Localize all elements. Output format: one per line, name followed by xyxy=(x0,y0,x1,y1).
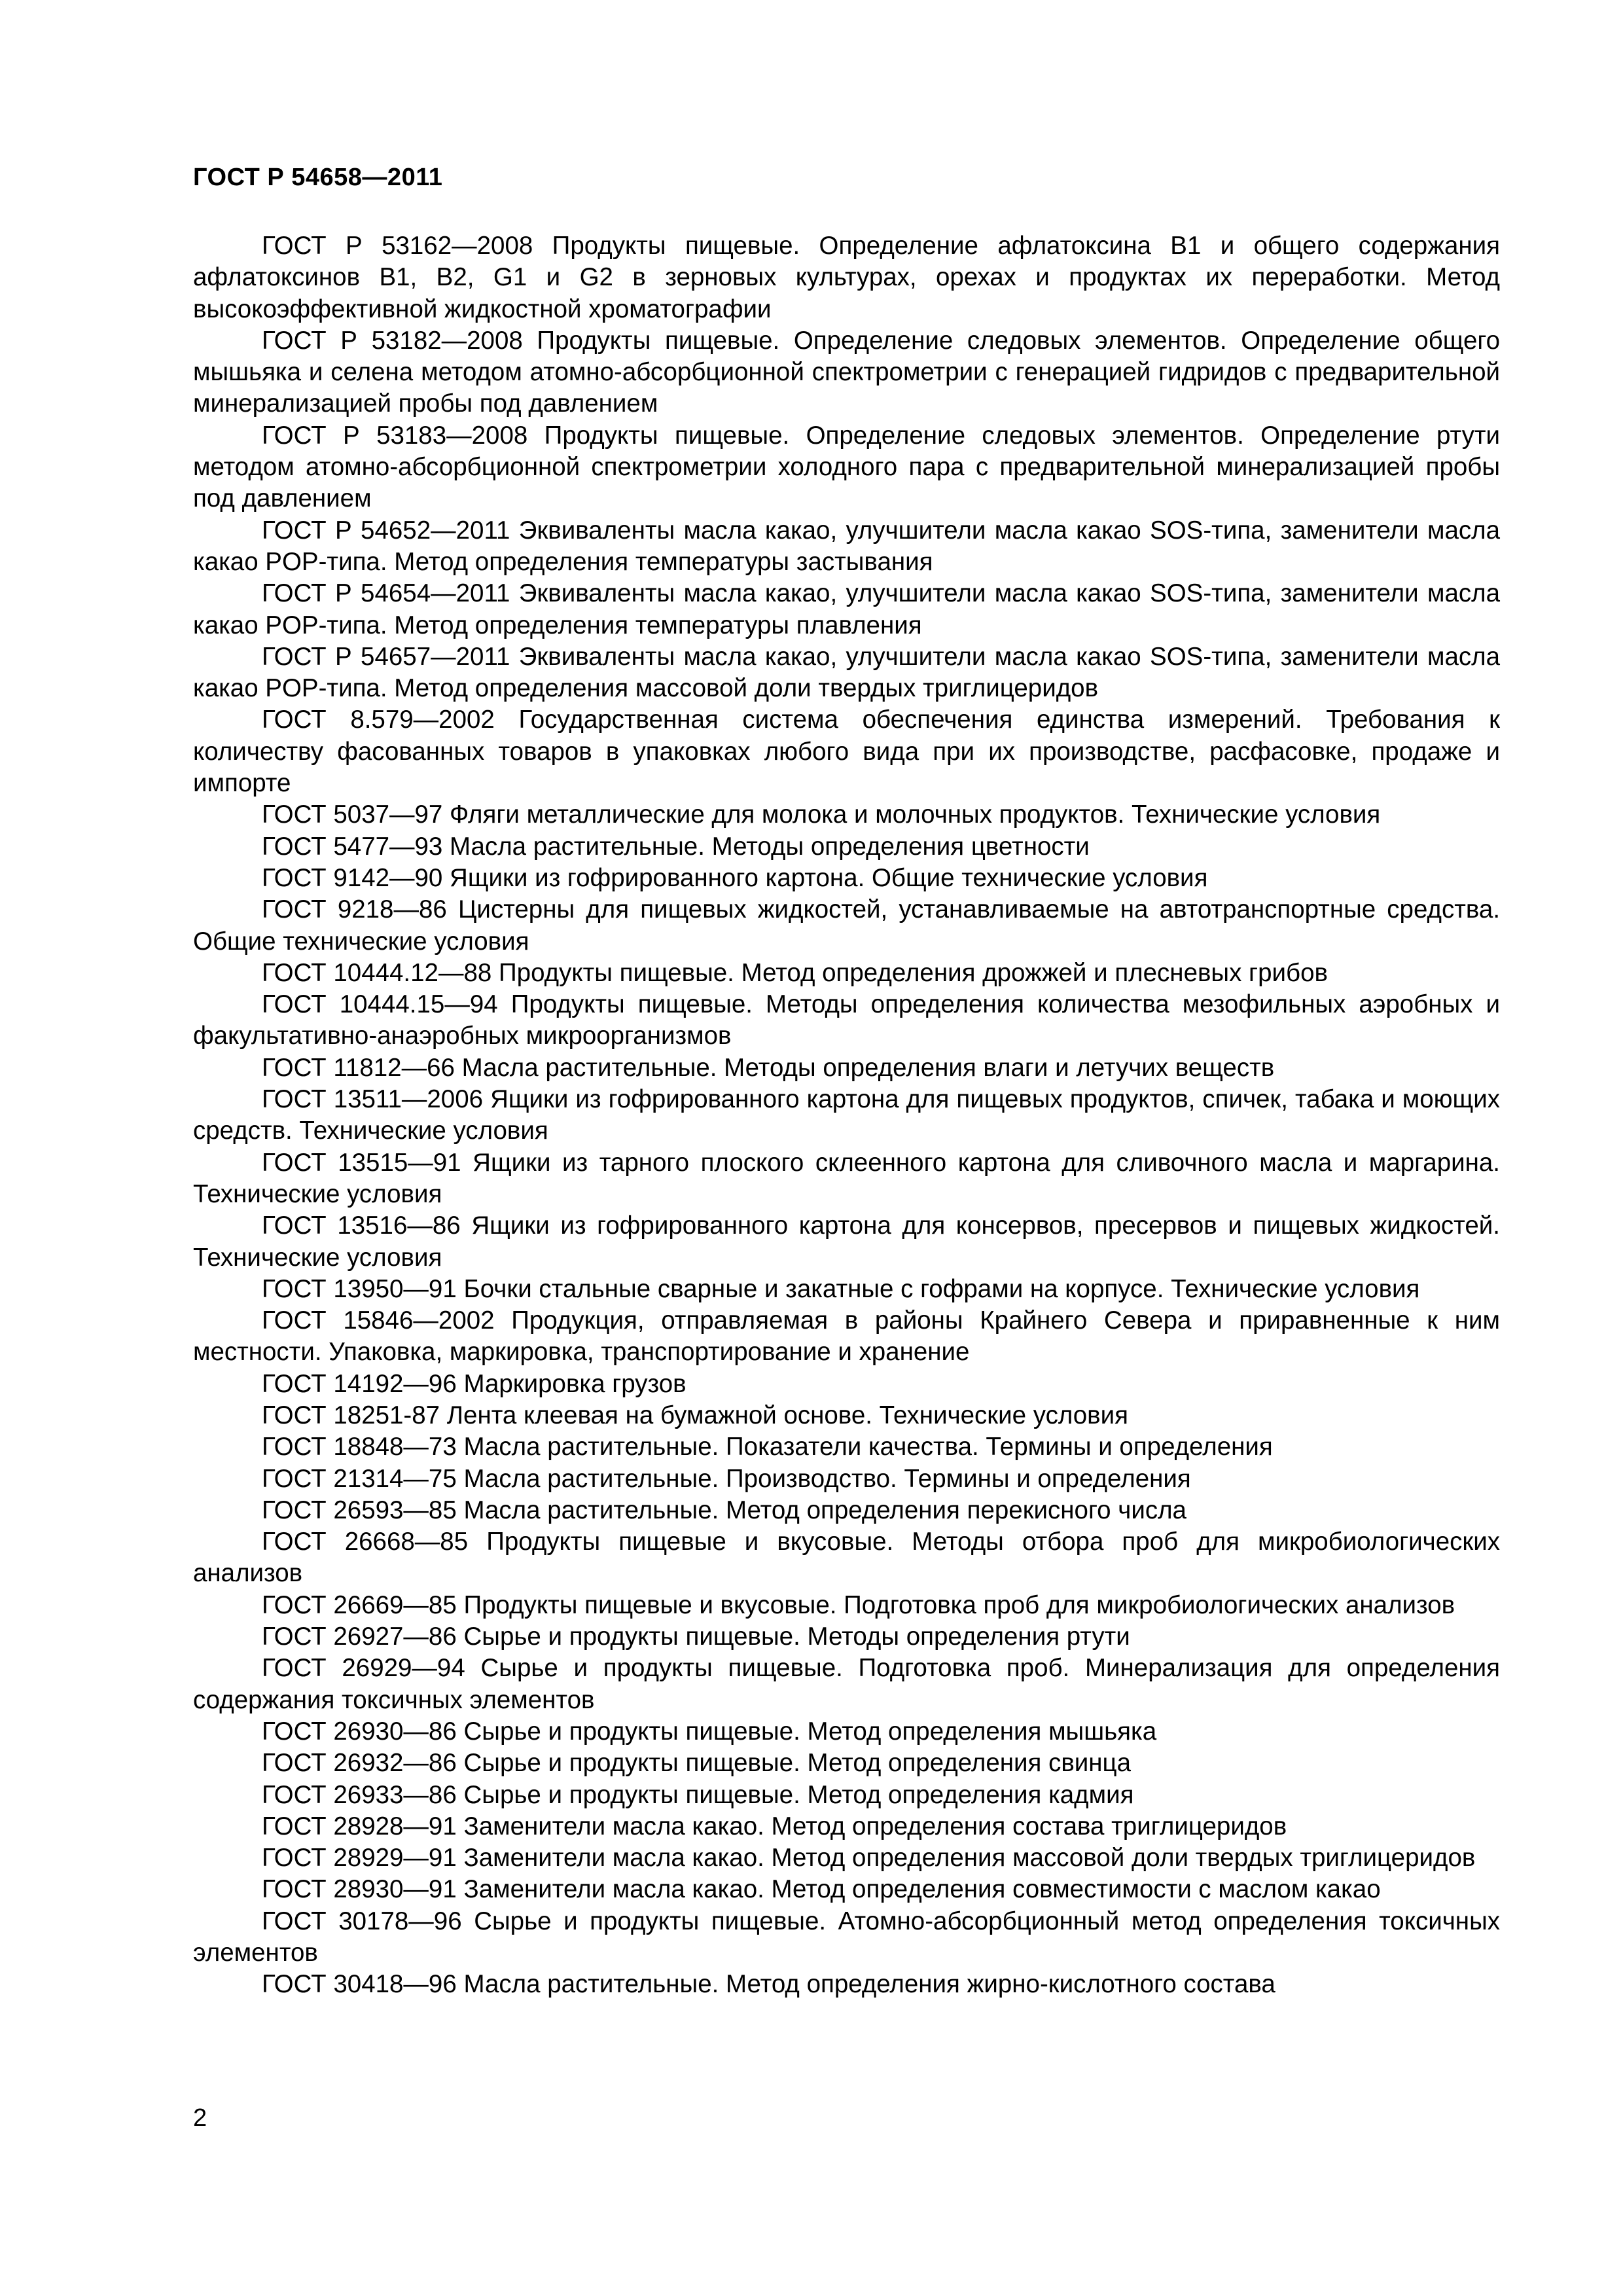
reference-code: ГОСТ 30178—96 xyxy=(262,1907,462,1935)
reference-title: Масла растительные. Производство. Термины и определения xyxy=(463,1464,1191,1493)
reference-title: Продукты пищевые. Метод определения дрожжей и плесневых грибов xyxy=(498,958,1328,987)
reference-item xyxy=(193,1210,1500,1274)
reference-title: Ящики из гофрированного картона для консервов, пресервов и пищевых жидкостей. Технические условия xyxy=(193,1211,1500,1272)
reference-item xyxy=(193,704,1500,799)
reference-title: Эквиваленты масла какао, улучшители масла какао SOS-типа, заменители масла какао POP-типа. Метод определения массовой доли твердых триглицеридов xyxy=(193,642,1501,703)
reference-code: ГОСТ 26933—86 xyxy=(262,1780,457,1809)
reference-code: ГОСТ 18251-87 xyxy=(262,1401,440,1429)
reference-title: Государственная система обеспечения единства измерений. Требования к количеству фасованных товаров в упаковках любого вида при их производстве, расфасовке, продаже и импорте xyxy=(193,706,1500,798)
reference-title: Продукты пищевые и вкусовые. Подготовка проб для микробиологических анализов xyxy=(463,1590,1455,1619)
reference-item xyxy=(193,1369,1500,1400)
reference-title: Продукция, отправляемая в районы Крайнего Севера и приравненные к ним местности. Упаковка, маркировка, транспортирование и хранение xyxy=(193,1306,1500,1367)
reference-title: Продукты пищевые. Определение следовых элементов. Определение общего мышьяка и селена методом атомно-абсорбционной спектрометрии с генерацией гидридов с предварительной минерализацией пробы под давлением xyxy=(193,326,1500,418)
reference-title: Маркировка грузов xyxy=(463,1369,687,1398)
reference-item xyxy=(193,1431,1500,1463)
reference-item xyxy=(193,1590,1500,1621)
reference-title: Фляги металлические для молока и молочных продуктов. Технические условия xyxy=(450,800,1381,829)
reference-code: ГОСТ 18848—73 xyxy=(262,1433,457,1462)
reference-title: Сырье и продукты пищевые. Атомно-абсорбционный метод определения токсичных элементов xyxy=(193,1907,1500,1967)
reference-item xyxy=(193,1874,1500,1905)
reference-item xyxy=(193,1400,1500,1431)
reference-item xyxy=(193,1274,1500,1305)
reference-title: Заменители масла какао. Метод определения совместимости с маслом какао xyxy=(463,1875,1381,1904)
reference-code: ГОСТ Р 53183—2008 xyxy=(262,421,528,450)
reference-item xyxy=(193,515,1500,579)
reference-item xyxy=(193,1780,1500,1811)
reference-code: ГОСТ 13950—91 xyxy=(262,1274,457,1303)
reference-title: Масла растительные. Методы определения цветности xyxy=(450,832,1090,861)
reference-item xyxy=(193,420,1500,515)
reference-item xyxy=(193,1526,1500,1590)
reference-item xyxy=(193,578,1500,641)
reference-code: ГОСТ Р 54657—2011 xyxy=(262,642,510,671)
reference-title: Эквиваленты масла какао, улучшители масла какао SOS-типа, заменители масла какао POP-типа. Метод определения температуры застывания xyxy=(193,516,1501,576)
reference-code: ГОСТ Р 54654—2011 xyxy=(262,579,510,608)
reference-title: Продукты пищевые. Определение следовых элементов. Определение ртути методом атомно-абсорбционной спектрометрии холодного пара с предварительной минерализацией пробы под давлением xyxy=(193,421,1500,513)
reference-title: Бочки стальные сварные и закатные с гофрами на корпусе. Технические условия xyxy=(463,1274,1420,1303)
reference-code: ГОСТ Р 53182—2008 xyxy=(262,326,523,355)
reference-item xyxy=(193,799,1500,831)
reference-title: Ящики из гофрированного картона для пищевых продуктов, спичек, табака и моющих средств. Технические условия xyxy=(193,1085,1500,1145)
reference-code: ГОСТ 10444.12—88 xyxy=(262,958,492,987)
reference-item xyxy=(193,1084,1500,1147)
reference-code: ГОСТ 21314—75 xyxy=(262,1464,457,1493)
reference-item xyxy=(193,1495,1500,1526)
reference-item xyxy=(193,325,1500,420)
reference-code: ГОСТ 9142—90 xyxy=(262,863,443,892)
reference-code: ГОСТ 13516—86 xyxy=(262,1211,461,1240)
reference-code: ГОСТ 5477—93 xyxy=(262,832,443,861)
reference-title: Ящики из тарного плоского склеенного картона для сливочного масла и маргарина. Технические условия xyxy=(193,1148,1500,1208)
reference-code: ГОСТ 9218—86 xyxy=(262,895,447,924)
reference-code: ГОСТ 10444.15—94 xyxy=(262,990,498,1019)
reference-code: ГОСТ 26668—85 xyxy=(262,1528,469,1556)
reference-title: Продукты пищевые. Методы определения количества мезофильных аэробных и факультативно-анаэробных микроорганизмов xyxy=(193,990,1501,1050)
reference-code: ГОСТ 8.579—2002 xyxy=(262,706,495,734)
reference-code: ГОСТ 26932—86 xyxy=(262,1749,457,1778)
reference-code: ГОСТ Р 53162—2008 xyxy=(262,232,533,260)
reference-title: Эквиваленты масла какао, улучшители масла какао SOS-типа, заменители масла какао POP-типа. Метод определения температуры плавления xyxy=(193,579,1501,639)
reference-item xyxy=(193,1305,1500,1369)
reference-item xyxy=(193,641,1500,705)
reference-title: Продукты пищевые и вкусовые. Методы отбора проб для микробиологических анализов xyxy=(193,1528,1500,1588)
reference-code: ГОСТ 13511—2006 xyxy=(262,1085,484,1114)
reference-code: ГОСТ 26929—94 xyxy=(262,1654,465,1683)
reference-title: Сырье и продукты пищевые. Методы определения ртути xyxy=(463,1623,1130,1651)
reference-item xyxy=(193,1842,1500,1874)
reference-item xyxy=(193,1716,1500,1748)
reference-code: ГОСТ 11812—66 xyxy=(262,1053,455,1082)
reference-item xyxy=(193,1052,1500,1084)
reference-code: ГОСТ 13515—91 xyxy=(262,1148,461,1177)
reference-code: ГОСТ 30418—96 xyxy=(262,1970,457,1999)
reference-item xyxy=(193,894,1500,958)
reference-title: Сырье и продукты пищевые. Метод определения мышьяка xyxy=(463,1717,1157,1746)
reference-code: ГОСТ 5037—97 xyxy=(262,800,443,829)
reference-code: ГОСТ Р 54652—2011 xyxy=(262,516,510,545)
reference-title: Лента клеевая на бумажной основе. Технические условия xyxy=(446,1401,1128,1429)
reference-title: Продукты пищевые. Определение афлатоксина В1 и общего содержания афлатоксинов В1, В2, G1 и G2 в зерновых культурах, орехах и продуктах их переработки. Метод высокоэффективной жидкостной хроматографии xyxy=(193,232,1500,323)
reference-item xyxy=(193,1748,1500,1779)
reference-title: Цистерны для пищевых жидкостей, устанавливаемые на автотранспортные средства. Общие технические условия xyxy=(193,895,1501,956)
reference-code: ГОСТ 15846—2002 xyxy=(262,1306,495,1335)
reference-code: ГОСТ 28930—91 xyxy=(262,1875,457,1904)
reference-title: Масла растительные. Показатели качества. Термины и определения xyxy=(463,1433,1273,1462)
reference-title: Сырье и продукты пищевые. Подготовка проб. Минерализация для определения содержания токсичных элементов xyxy=(193,1654,1500,1714)
reference-code: ГОСТ 26930—86 xyxy=(262,1717,457,1746)
reference-title: Масла растительные. Метод определения жирно-кислотного состава xyxy=(463,1970,1275,1999)
reference-item xyxy=(193,1906,1500,1969)
reference-title: Сырье и продукты пищевые. Метод определения свинца xyxy=(463,1749,1132,1778)
reference-title: Заменители масла какао. Метод определения массовой доли твердых триглицеридов xyxy=(463,1844,1476,1873)
reference-item xyxy=(193,1621,1500,1653)
reference-code: ГОСТ 28929—91 xyxy=(262,1844,457,1873)
reference-title: Сырье и продукты пищевые. Метод определения кадмия xyxy=(463,1780,1134,1809)
reference-code: ГОСТ 26927—86 xyxy=(262,1623,457,1651)
reference-item xyxy=(193,958,1500,989)
reference-item xyxy=(193,1811,1500,1842)
document-header: ГОСТ Р 54658—2011 xyxy=(193,164,443,191)
reference-item xyxy=(193,1463,1500,1495)
page-number: 2 xyxy=(193,2104,207,2132)
reference-code: ГОСТ 14192—96 xyxy=(262,1369,457,1398)
reference-item xyxy=(193,1653,1500,1716)
reference-item xyxy=(193,1147,1500,1211)
reference-item xyxy=(193,1969,1500,2000)
reference-item xyxy=(193,831,1500,863)
reference-item xyxy=(193,989,1500,1052)
reference-code: ГОСТ 26593—85 xyxy=(262,1496,457,1524)
normative-references-list xyxy=(193,230,1500,2001)
reference-title: Масла растительные. Методы определения влаги и летучих веществ xyxy=(461,1053,1275,1082)
reference-item xyxy=(193,230,1500,325)
reference-title: Масла растительные. Метод определения перекисного числа xyxy=(463,1496,1186,1524)
reference-code: ГОСТ 26669—85 xyxy=(262,1590,457,1619)
reference-title: Заменители масла какао. Метод определения состава триглицеридов xyxy=(463,1812,1287,1840)
reference-title: Ящики из гофрированного картона. Общие технические условия xyxy=(450,863,1208,892)
reference-code: ГОСТ 28928—91 xyxy=(262,1812,457,1840)
reference-item xyxy=(193,863,1500,894)
